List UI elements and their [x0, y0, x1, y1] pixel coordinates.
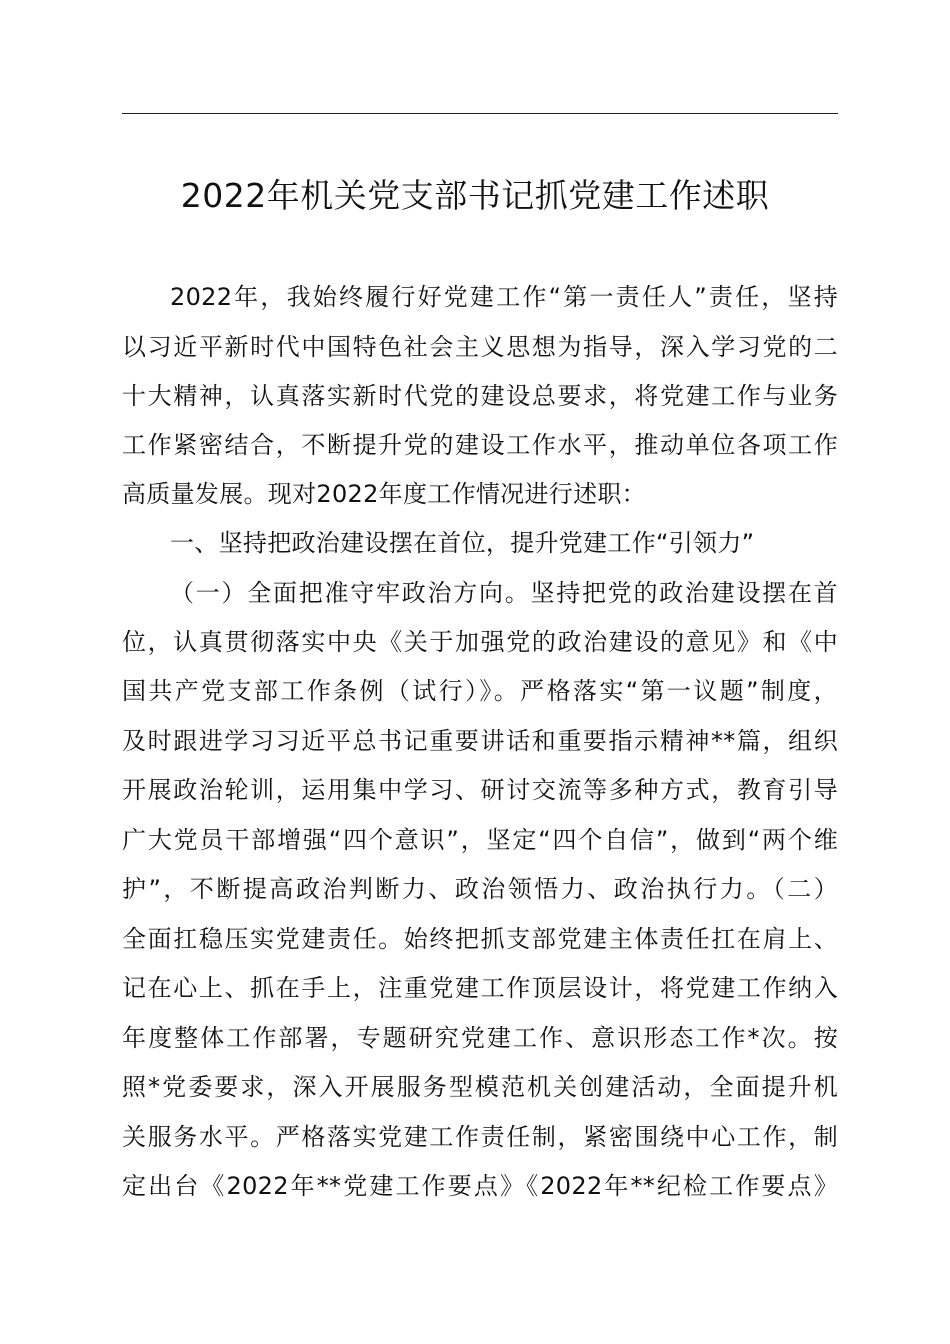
- paragraph-line: 开展政治轮训，运用集中学习、研讨交流等多种方式，教育引导: [122, 776, 838, 804]
- paragraph-line: 工作紧密结合，不断提升党的建设工作水平，推动单位各项工作: [122, 431, 838, 459]
- paragraph-line: 护”，不断提高政治判断力、政治领悟力、政治执行力。（二）: [122, 875, 838, 903]
- paragraph-line: （一）全面把准守牢政治方向。坚持把党的政治建设摆在首: [170, 579, 838, 607]
- document-title: 2022年机关党支部书记抓党建工作述职: [180, 176, 770, 215]
- paragraph-line: 广大党员干部增强“四个意识”，坚定“四个自信”，做到“两个维: [122, 826, 838, 854]
- paragraph-line: 十大精神，认真落实新时代党的建设总要求，将党建工作与业务: [122, 382, 838, 410]
- paragraph-line: 国共产党支部工作条例（试行）》。严格落实“第一议题”制度，: [122, 677, 838, 705]
- paragraph-line: 及时跟进学习习近平总书记重要讲话和重要指示精神**篇，组织: [122, 727, 838, 755]
- paragraph-line: 位，认真贯彻落实中央《关于加强党的政治建设的意见》和《中: [122, 628, 838, 656]
- paragraph-line: 全面扛稳压实党建责任。始终把抓支部党建主体责任扛在肩上、: [122, 925, 838, 953]
- header-rule: [122, 113, 838, 114]
- paragraph-line: 关服务水平。严格落实党建工作责任制，紧密围绕中心工作，制: [122, 1123, 838, 1151]
- paragraph-line: 照*党委要求，深入开展服务型模范机关创建活动，全面提升机: [122, 1073, 838, 1101]
- paragraph-line: 年度整体工作部署，专题研究党建工作、意识形态工作*次。按: [122, 1024, 838, 1052]
- paragraph-line: 高质量发展。现对2022年度工作情况进行述职：: [122, 480, 646, 508]
- paragraph-line: 定出台《2022年**党建工作要点》《2022年**纪检工作要点》: [122, 1172, 838, 1200]
- section-heading: 一、坚持把政治建设摆在首位，提升党建工作“引领力”: [170, 529, 755, 557]
- paragraph-line: 2022年，我始终履行好党建工作“第一责任人”责任，坚持: [170, 283, 838, 311]
- paragraph-line: 记在心上、抓在手上，注重党建工作顶层设计，将党建工作纳入: [122, 974, 838, 1002]
- paragraph-line: 以习近平新时代中国特色社会主义思想为指导，深入学习党的二: [122, 333, 838, 361]
